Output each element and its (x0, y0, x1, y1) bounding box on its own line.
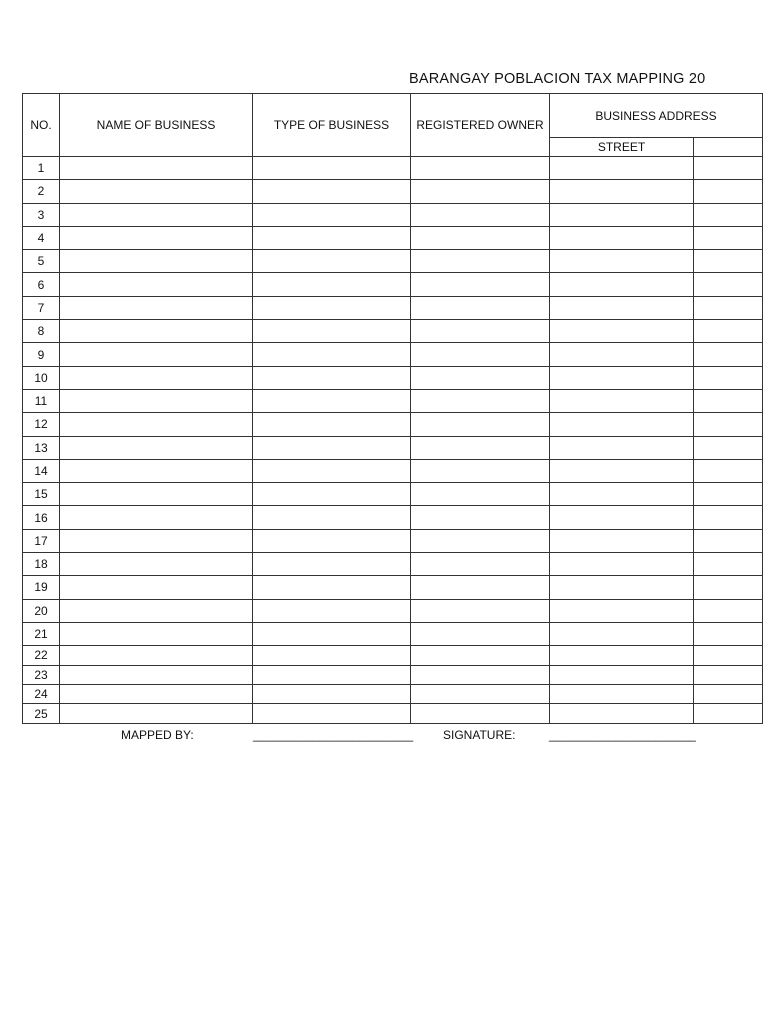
row-number: 13 (23, 436, 60, 459)
street-cell[interactable] (550, 343, 694, 366)
header-street: STREET (550, 138, 694, 157)
table-row (23, 320, 763, 343)
address-extra-cell[interactable] (694, 226, 763, 249)
address-extra-cell[interactable] (694, 203, 763, 226)
row-number: 16 (23, 506, 60, 529)
address-extra-cell[interactable] (694, 459, 763, 482)
header-no: NO. (23, 94, 60, 157)
row-number: 8 (23, 320, 60, 343)
signature-label: SIGNATURE: (443, 728, 516, 742)
row-number: 4 (23, 226, 60, 249)
mapped-by-line: ________________________ (253, 728, 414, 742)
registered-owner-cell[interactable] (411, 389, 550, 412)
address-extra-cell[interactable] (694, 343, 763, 366)
street-cell[interactable] (550, 599, 694, 622)
registered-owner-cell[interactable] (411, 553, 550, 576)
address-extra-cell[interactable] (694, 576, 763, 599)
name-of-business-cell[interactable] (60, 665, 253, 684)
row-number: 11 (23, 389, 60, 412)
street-cell[interactable] (550, 389, 694, 412)
name-of-business-cell[interactable] (60, 506, 253, 529)
header-address-extra (694, 138, 763, 157)
type-of-business-cell[interactable] (253, 665, 411, 684)
address-extra-cell[interactable] (694, 366, 763, 389)
address-extra-cell[interactable] (694, 157, 763, 180)
table-row (23, 646, 763, 665)
address-extra-cell[interactable] (694, 529, 763, 552)
table-row (23, 665, 763, 684)
name-of-business-cell[interactable] (60, 157, 253, 180)
registered-owner-cell[interactable] (411, 366, 550, 389)
type-of-business-cell[interactable] (253, 459, 411, 482)
name-of-business-cell[interactable] (60, 366, 253, 389)
table-row (23, 366, 763, 389)
registered-owner-cell[interactable] (411, 250, 550, 273)
address-extra-cell[interactable] (694, 320, 763, 343)
row-number: 12 (23, 413, 60, 436)
row-number: 14 (23, 459, 60, 482)
type-of-business-cell[interactable] (253, 180, 411, 203)
type-of-business-cell[interactable] (253, 646, 411, 665)
registered-owner-cell[interactable] (411, 436, 550, 459)
street-cell[interactable] (550, 320, 694, 343)
registered-owner-cell[interactable] (411, 665, 550, 684)
address-extra-cell[interactable] (694, 685, 763, 704)
registered-owner-cell[interactable] (411, 273, 550, 296)
street-cell[interactable] (550, 553, 694, 576)
table-row (23, 343, 763, 366)
table-body (23, 157, 763, 724)
street-cell[interactable] (550, 273, 694, 296)
street-cell[interactable] (550, 366, 694, 389)
type-of-business-cell[interactable] (253, 366, 411, 389)
name-of-business-cell[interactable] (60, 529, 253, 552)
name-of-business-cell[interactable] (60, 180, 253, 203)
row-number: 9 (23, 343, 60, 366)
name-of-business-cell[interactable] (60, 685, 253, 704)
row-number: 23 (23, 665, 60, 684)
street-cell[interactable] (550, 203, 694, 226)
name-of-business-cell[interactable] (60, 226, 253, 249)
row-number: 18 (23, 553, 60, 576)
table-row (23, 296, 763, 319)
table-row (23, 157, 763, 180)
address-extra-cell[interactable] (694, 553, 763, 576)
row-number: 15 (23, 483, 60, 506)
type-of-business-cell[interactable] (253, 506, 411, 529)
address-extra-cell[interactable] (694, 622, 763, 645)
name-of-business-cell[interactable] (60, 436, 253, 459)
signature-line: ______________________ (549, 728, 696, 742)
registered-owner-cell[interactable] (411, 483, 550, 506)
registered-owner-cell[interactable] (411, 576, 550, 599)
page-title: BARANGAY POBLACION TAX MAPPING 20 (409, 71, 706, 87)
street-cell[interactable] (550, 436, 694, 459)
name-of-business-cell[interactable] (60, 459, 253, 482)
row-number: 22 (23, 646, 60, 665)
type-of-business-cell[interactable] (253, 273, 411, 296)
table-row (23, 273, 763, 296)
table-row (23, 226, 763, 249)
table-row (23, 180, 763, 203)
street-cell[interactable] (550, 685, 694, 704)
type-of-business-cell[interactable] (253, 685, 411, 704)
address-extra-cell[interactable] (694, 483, 763, 506)
name-of-business-cell[interactable] (60, 553, 253, 576)
registered-owner-cell[interactable] (411, 157, 550, 180)
type-of-business-cell[interactable] (253, 599, 411, 622)
address-extra-cell[interactable] (694, 180, 763, 203)
registered-owner-cell[interactable] (411, 529, 550, 552)
table-row (23, 529, 763, 552)
registered-owner-cell[interactable] (411, 226, 550, 249)
table-row (23, 506, 763, 529)
table-row (23, 685, 763, 704)
type-of-business-cell[interactable] (253, 413, 411, 436)
registered-owner-cell[interactable] (411, 180, 550, 203)
address-extra-cell[interactable] (694, 413, 763, 436)
name-of-business-cell[interactable] (60, 622, 253, 645)
registered-owner-cell[interactable] (411, 685, 550, 704)
registered-owner-cell[interactable] (411, 203, 550, 226)
address-extra-cell[interactable] (694, 273, 763, 296)
row-number: 25 (23, 704, 60, 723)
row-number: 1 (23, 157, 60, 180)
registered-owner-cell[interactable] (411, 296, 550, 319)
street-cell[interactable] (550, 226, 694, 249)
type-of-business-cell[interactable] (253, 296, 411, 319)
row-number: 21 (23, 622, 60, 645)
type-of-business-cell[interactable] (253, 343, 411, 366)
registered-owner-cell[interactable] (411, 506, 550, 529)
registered-owner-cell[interactable] (411, 413, 550, 436)
type-of-business-cell[interactable] (253, 576, 411, 599)
name-of-business-cell[interactable] (60, 273, 253, 296)
table-row (23, 389, 763, 412)
street-cell[interactable] (550, 622, 694, 645)
name-of-business-cell[interactable] (60, 413, 253, 436)
table-row (23, 599, 763, 622)
street-cell[interactable] (550, 665, 694, 684)
table-row (23, 203, 763, 226)
registered-owner-cell[interactable] (411, 704, 550, 723)
table-row (23, 250, 763, 273)
table-row (23, 622, 763, 645)
address-extra-cell[interactable] (694, 250, 763, 273)
address-extra-cell[interactable] (694, 389, 763, 412)
registered-owner-cell[interactable] (411, 343, 550, 366)
row-number: 3 (23, 203, 60, 226)
table-row (23, 436, 763, 459)
registered-owner-cell[interactable] (411, 459, 550, 482)
street-cell[interactable] (550, 413, 694, 436)
name-of-business-cell[interactable] (60, 250, 253, 273)
registered-owner-cell[interactable] (411, 646, 550, 665)
header-name-of-business: NAME OF BUSINESS (60, 94, 253, 157)
street-cell[interactable] (550, 483, 694, 506)
mapped-by-label: MAPPED BY: (121, 728, 194, 742)
row-number: 2 (23, 180, 60, 203)
row-number: 5 (23, 250, 60, 273)
address-extra-cell[interactable] (694, 506, 763, 529)
registered-owner-cell[interactable] (411, 622, 550, 645)
name-of-business-cell[interactable] (60, 483, 253, 506)
street-cell[interactable] (550, 157, 694, 180)
street-cell[interactable] (550, 296, 694, 319)
registered-owner-cell[interactable] (411, 599, 550, 622)
type-of-business-cell[interactable] (253, 529, 411, 552)
address-extra-cell[interactable] (694, 296, 763, 319)
name-of-business-cell[interactable] (60, 389, 253, 412)
type-of-business-cell[interactable] (253, 553, 411, 576)
street-cell[interactable] (550, 506, 694, 529)
street-cell[interactable] (550, 180, 694, 203)
table-row (23, 704, 763, 723)
registered-owner-cell[interactable] (411, 320, 550, 343)
row-number: 24 (23, 685, 60, 704)
type-of-business-cell[interactable] (253, 203, 411, 226)
name-of-business-cell[interactable] (60, 704, 253, 723)
type-of-business-cell[interactable] (253, 320, 411, 343)
type-of-business-cell[interactable] (253, 704, 411, 723)
row-number: 19 (23, 576, 60, 599)
street-cell[interactable] (550, 529, 694, 552)
name-of-business-cell[interactable] (60, 599, 253, 622)
type-of-business-cell[interactable] (253, 436, 411, 459)
row-number: 20 (23, 599, 60, 622)
address-extra-cell[interactable] (694, 436, 763, 459)
name-of-business-cell[interactable] (60, 646, 253, 665)
type-of-business-cell[interactable] (253, 226, 411, 249)
type-of-business-cell[interactable] (253, 622, 411, 645)
header-registered-owner: REGISTERED OWNER (411, 94, 550, 157)
street-cell[interactable] (550, 459, 694, 482)
address-extra-cell[interactable] (694, 704, 763, 723)
tax-mapping-table (22, 93, 763, 724)
street-cell[interactable] (550, 646, 694, 665)
type-of-business-cell[interactable] (253, 389, 411, 412)
row-number: 6 (23, 273, 60, 296)
name-of-business-cell[interactable] (60, 203, 253, 226)
table-row (23, 553, 763, 576)
header-business-address: BUSINESS ADDRESS (550, 94, 763, 138)
street-cell[interactable] (550, 704, 694, 723)
name-of-business-cell[interactable] (60, 576, 253, 599)
header-type-of-business: TYPE OF BUSINESS (253, 94, 411, 157)
street-cell[interactable] (550, 250, 694, 273)
table-row (23, 576, 763, 599)
row-number: 7 (23, 296, 60, 319)
row-number: 17 (23, 529, 60, 552)
type-of-business-cell[interactable] (253, 483, 411, 506)
address-extra-cell[interactable] (694, 646, 763, 665)
table-row (23, 413, 763, 436)
type-of-business-cell[interactable] (253, 250, 411, 273)
table-row (23, 459, 763, 482)
name-of-business-cell[interactable] (60, 343, 253, 366)
name-of-business-cell[interactable] (60, 320, 253, 343)
street-cell[interactable] (550, 576, 694, 599)
row-number: 10 (23, 366, 60, 389)
name-of-business-cell[interactable] (60, 296, 253, 319)
address-extra-cell[interactable] (694, 599, 763, 622)
table-row (23, 483, 763, 506)
type-of-business-cell[interactable] (253, 157, 411, 180)
address-extra-cell[interactable] (694, 665, 763, 684)
